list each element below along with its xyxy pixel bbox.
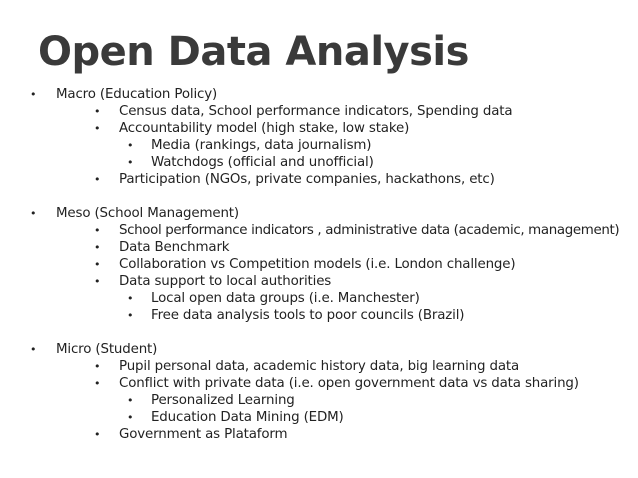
list-item-text: Collaboration vs Competition models (i.e. London challenge)	[119, 257, 516, 272]
bullet-icon: •	[94, 105, 101, 118]
bullet-icon: •	[127, 411, 134, 424]
list-item-text: Personalized Learning	[151, 393, 295, 408]
list-item	[0, 171, 638, 188]
bullet-icon: •	[94, 275, 101, 288]
list-item	[0, 137, 638, 154]
bullet-icon: •	[127, 394, 134, 407]
list-item-text: Watchdogs (official and unofficial)	[151, 155, 374, 170]
bullet-icon: •	[94, 241, 101, 254]
bullet-icon: •	[127, 292, 134, 305]
list-item-text: Data Benchmark	[119, 240, 230, 255]
list-item-text: Participation (NGOs, private companies, hackathons, etc)	[119, 172, 495, 187]
list-item-text: Macro (Education Policy)	[56, 87, 218, 102]
bullet-icon: •	[127, 309, 134, 322]
list-item	[0, 120, 638, 137]
list-item	[0, 86, 638, 103]
bullet-icon: •	[30, 88, 37, 101]
bullet-icon: •	[94, 258, 101, 271]
list-item	[0, 154, 638, 171]
list-item-text: Data support to local authorities	[119, 274, 332, 289]
bullet-icon: •	[30, 343, 37, 356]
list-item	[0, 307, 638, 324]
list-item	[0, 273, 638, 290]
list-item	[0, 426, 638, 443]
bullet-list	[0, 86, 638, 443]
slide-title: Open Data Analysis	[38, 29, 469, 75]
list-item	[0, 239, 638, 256]
list-item-text: Education Data Mining (EDM)	[151, 410, 344, 425]
list-item-text: Local open data groups (i.e. Manchester)	[151, 291, 420, 306]
list-item-text: School performance indicators , administrative data (academic, management)	[119, 223, 620, 238]
bullet-icon: •	[94, 428, 101, 441]
list-item-text: Free data analysis tools to poor councils (Brazil)	[151, 308, 465, 323]
list-item-text: Census data, School performance indicators, Spending data	[119, 104, 513, 119]
list-item	[0, 358, 638, 375]
bullet-icon: •	[94, 224, 101, 237]
list-item-text: Accountability model (high stake, low stake)	[119, 121, 410, 136]
list-item	[0, 290, 638, 307]
list-spacer	[0, 324, 638, 341]
list-item	[0, 222, 638, 239]
list-item	[0, 256, 638, 273]
list-item	[0, 103, 638, 120]
bullet-icon: •	[94, 173, 101, 186]
list-item-text: Meso (School Management)	[56, 206, 239, 221]
bullet-icon: •	[94, 360, 101, 373]
bullet-icon: •	[127, 156, 134, 169]
list-item	[0, 341, 638, 358]
list-item	[0, 392, 638, 409]
list-item-text: Government as Plataform	[119, 427, 288, 442]
list-item	[0, 205, 638, 222]
list-spacer	[0, 188, 638, 205]
list-item-text: Conflict with private data (i.e. open government data vs data sharing)	[119, 376, 579, 391]
bullet-icon: •	[94, 377, 101, 390]
bullet-icon: •	[30, 207, 37, 220]
bullet-icon: •	[127, 139, 134, 152]
list-item-text: Pupil personal data, academic history data, big learning data	[119, 359, 520, 374]
list-item	[0, 409, 638, 426]
list-item-text: Media (rankings, data journalism)	[151, 138, 372, 153]
list-item	[0, 375, 638, 392]
list-item-text: Micro (Student)	[56, 342, 158, 357]
bullet-icon: •	[94, 122, 101, 135]
